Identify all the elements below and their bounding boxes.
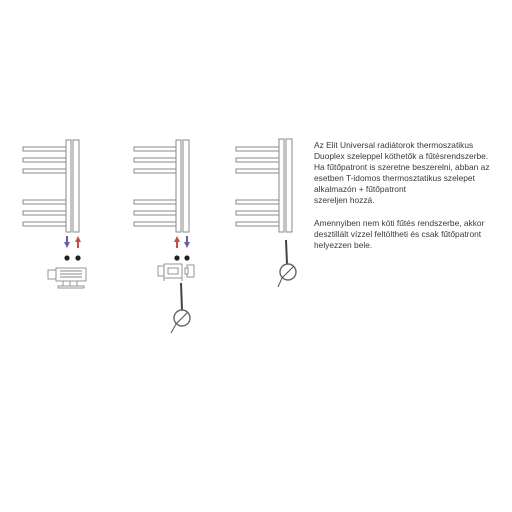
radiator-column xyxy=(73,140,79,232)
radiator-column xyxy=(183,140,189,232)
arrow-up-icon xyxy=(75,236,81,248)
radiator-rail xyxy=(236,147,281,151)
radiator-rail xyxy=(236,222,281,226)
arrow-up-icon xyxy=(174,236,180,248)
radiator-rail xyxy=(23,169,68,173)
radiator-rail xyxy=(134,200,178,204)
radiator-rail xyxy=(23,222,68,226)
description-line: helyezzen bele. xyxy=(314,240,373,251)
radiator-column xyxy=(66,140,71,232)
radiator-rail xyxy=(236,169,281,173)
connection-dot xyxy=(174,255,179,260)
radiator-rail xyxy=(236,200,281,204)
heating-element-icon xyxy=(171,283,190,333)
radiator-rail xyxy=(236,211,281,215)
description-paragraph-2 xyxy=(314,218,510,251)
connection-dot xyxy=(184,255,189,260)
description-line: szereljen hozzá. xyxy=(314,195,375,206)
radiator-rail xyxy=(23,211,68,215)
description-line: Amennyiben nem köti fűtés rendszerbe, akkor xyxy=(314,218,485,228)
radiator-column xyxy=(279,139,284,232)
radiator-column xyxy=(286,139,292,232)
description-line: alkalmazón + fűtőpatront xyxy=(314,184,406,195)
t-valve-icon xyxy=(158,264,194,281)
radiator-icon xyxy=(23,140,79,232)
radiator-rail xyxy=(23,200,68,204)
description-line: desztillált vízzel feltöltheti és csak fűtőpatront xyxy=(314,229,482,240)
connection-dot xyxy=(64,255,69,260)
description-line: Ha fűtőpatront is szeretne beszerelni, abban az xyxy=(314,162,490,173)
arrow-down-icon xyxy=(184,236,190,248)
radiator-rail xyxy=(23,158,68,162)
radiator-rail xyxy=(236,158,281,162)
arrow-down-icon xyxy=(64,236,70,248)
radiator-column xyxy=(176,140,181,232)
radiator-rail xyxy=(134,147,178,151)
description-line: Az Elit Universal radiátorok thermoszatikus xyxy=(314,140,474,150)
description-line: Duoplex szeleppel köthetők a fűtésrendszerbe. xyxy=(314,151,489,162)
radiator-icon xyxy=(236,139,292,232)
radiator-rail xyxy=(23,147,68,151)
duoplex-valve-icon xyxy=(48,268,86,288)
description-line: esetben T-idomos thermosztatikus szelepet xyxy=(314,173,475,184)
radiator-rail xyxy=(134,158,178,162)
heating-element-icon xyxy=(278,240,296,287)
connection-dot xyxy=(75,255,80,260)
radiator-rail xyxy=(134,169,178,173)
radiator-rail xyxy=(134,222,178,226)
radiator-icon xyxy=(134,140,189,232)
radiator-rail xyxy=(134,211,178,215)
description-paragraph-1 xyxy=(314,140,510,207)
